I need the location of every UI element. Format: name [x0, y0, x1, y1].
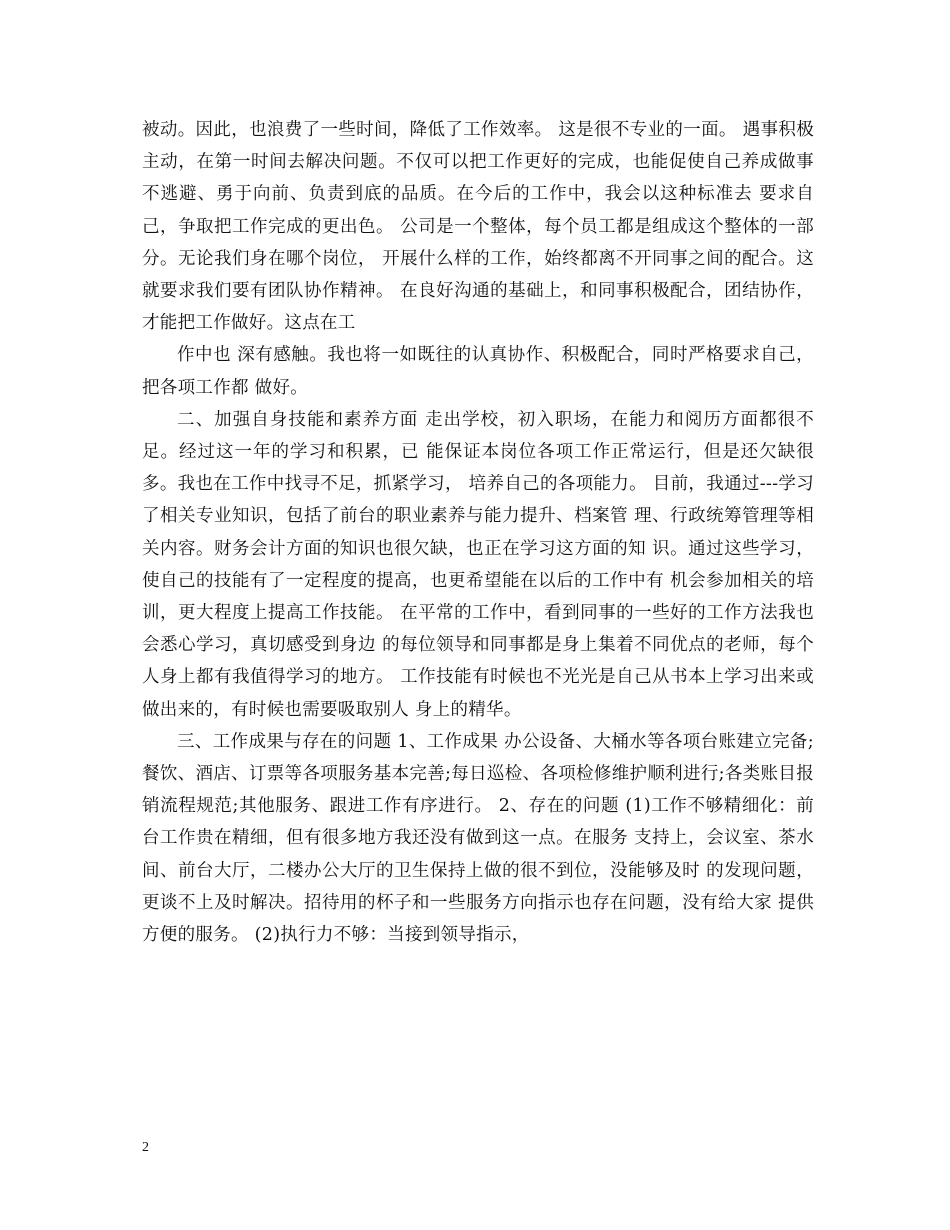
page-number: 2: [142, 1140, 149, 1155]
document-body: [142, 114, 814, 951]
paragraph-1: 被动。因此，也浪费了一些时间，降低了工作效率。 这是很不专业的一面。 遇事积极主动，在第一时间去解决问题。不仅可以把工作更好的完成，也能促使自己养成做事不逃避、勇于向前、负责到底的品质。在今后的工作中，我会以这种标准去 要求自己，争取把工作完成的更出色。 公司是一个整体，每个员工都是组成这个整体的一部分。无论我们身在哪个岗位， 开展什么样的工作，始终都离不开同事之间的配合。这就要求我们要有团队协作精神。 在良好沟通的基础上，和同事积极配合，团结协作，才能把工作做好。这点在工: [142, 120, 814, 334]
paragraph-4: 三、工作成果与存在的问题 1、工作成果 办公设备、大桶水等各项台账建立完备;餐饮、酒店、订票等各项服务基本完善;每日巡检、各项检修维护顺利进行;各类账目报销流程规范;其他服务、跟进工作有序进行。 2、存在的问题 (1)工作不够精细化：前台工作贵在精细，但有很多地方我还没有做到这一点。在服务 支持上，会议室、茶水间、前台大厅，二楼办公大厅的卫生保持上做的很不到位，没能够及时 的发现问题，更谈不上及时解决。招待用的杯子和一些服务方向指示也存在问题，没有给大家 提供方便的服务。 (2)执行力不够：当接到领导指示，: [142, 731, 814, 946]
paragraph-2: 作中也 深有感触。我也将一如既往的认真协作、积极配合，同时严格要求自己，把各项工作都 做好。: [142, 345, 814, 398]
paragraph-3: 二、加强自身技能和素养方面 走出学校，初入职场，在能力和阅历方面都很不足。经过这一年的学习和积累，已 能保证本岗位各项工作正常运行，但是还欠缺很多。我也在工作中找寻不足，抓紧学习， 培养自己的各项能力。 目前，我通过---学习了相关专业知识，包括了前台的职业素养与能力提升、档案管 理、行政统筹管理等相关内容。财务会计方面的知识也很欠缺，也正在学习这方面的知 识。通过这些学习，使自己的技能有了一定程度的提高，也更希望能在以后的工作中有 机会参加相关的培训，更大程度上提高工作技能。 在平常的工作中，看到同事的一些好的工作方法我也会悉心学习，真切感受到身边 的每位领导和同事都是身上集着不同优点的老师，每个人身上都有我值得学习的地方。 工作技能有时候也不光光是自己从书本上学习出来或做出来的，有时候也需要吸取别人 身上的精华。: [142, 409, 814, 720]
